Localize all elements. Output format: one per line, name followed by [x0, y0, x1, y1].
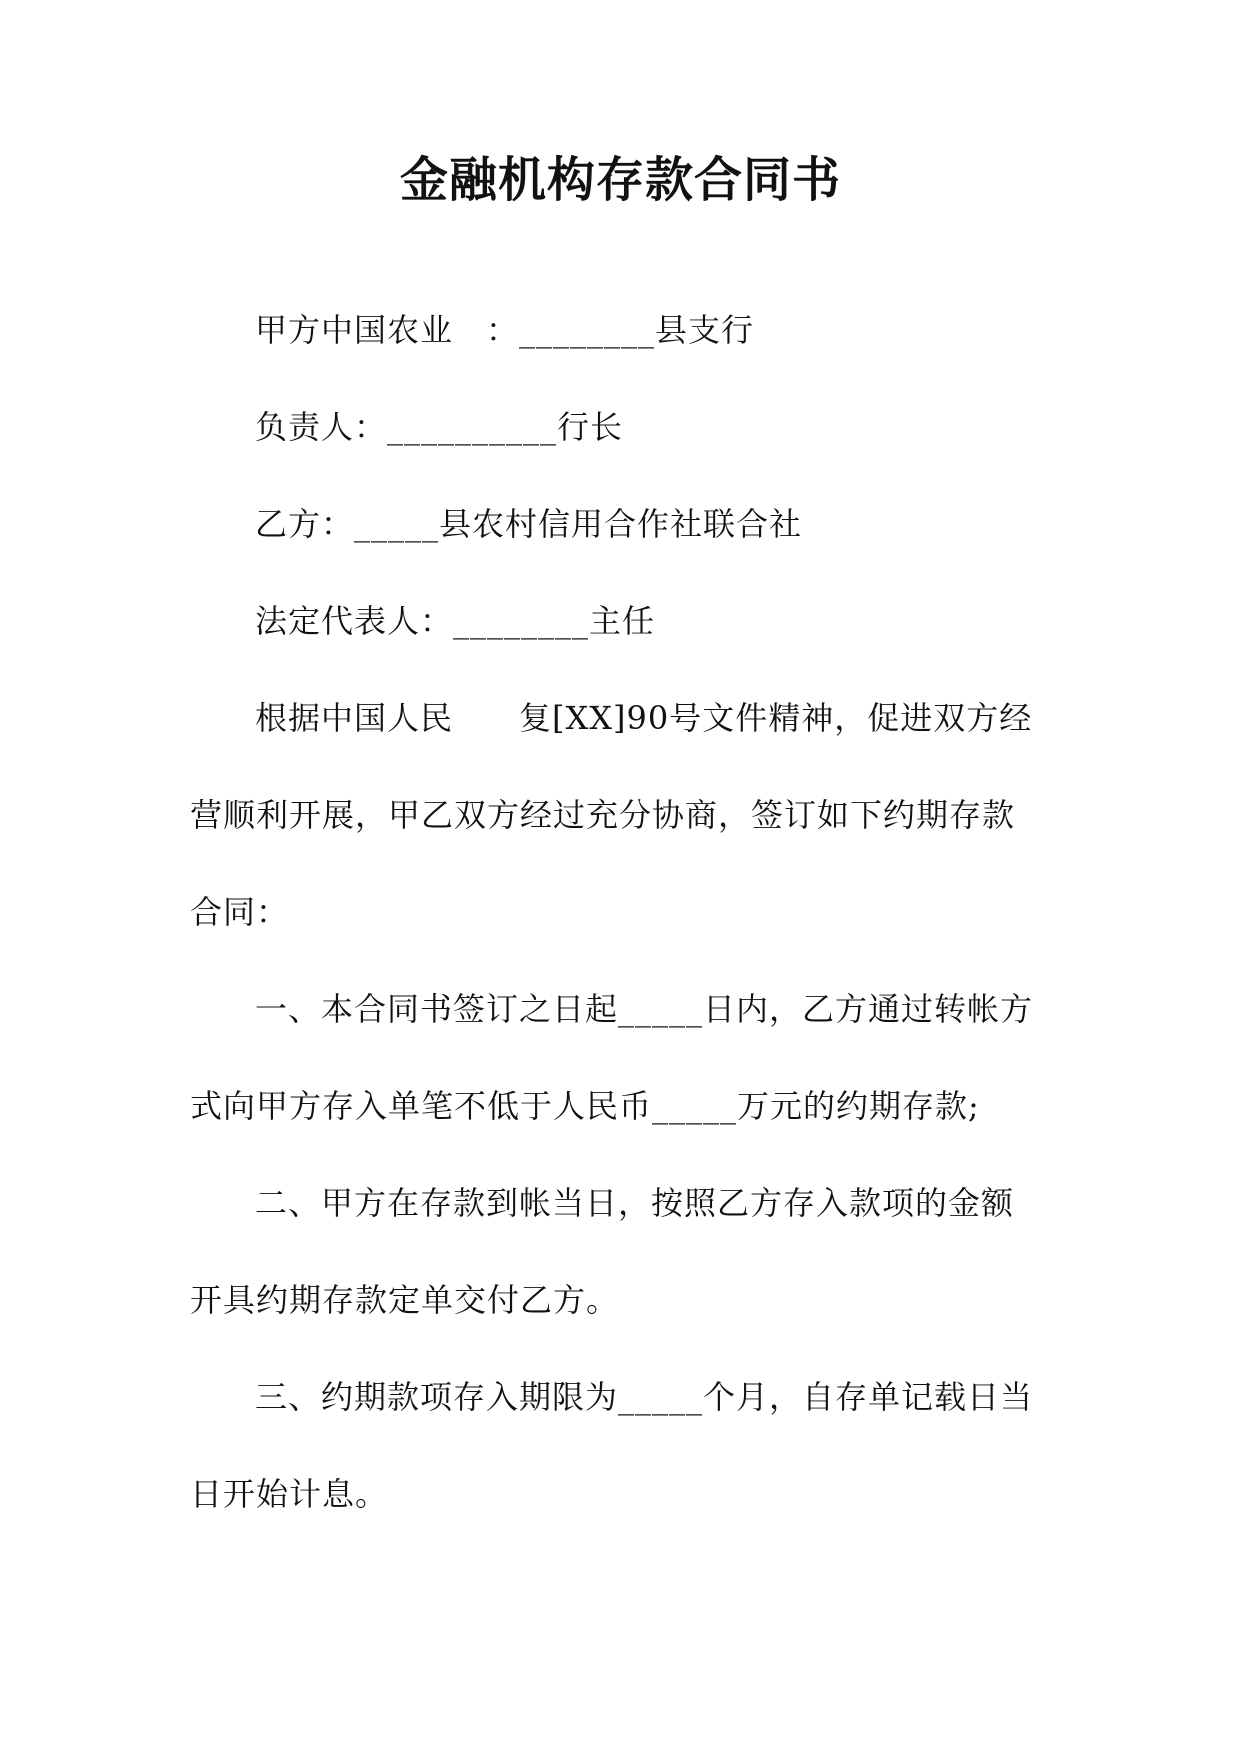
party-b-line: 乙方：_____县农村信用合作社联合社	[255, 505, 803, 543]
clause-2-line-1: 二、甲方在存款到帐当日，按照乙方存入款项的金额	[255, 1184, 1015, 1222]
clause-1-line-1: 一、本合同书签订之日起_____日内，乙方通过转帐方	[255, 990, 1034, 1028]
legal-representative-line: 法定代表人：________主任	[255, 602, 656, 640]
clause-2-line-2: 开具约期存款定单交付乙方。	[190, 1281, 620, 1319]
preamble-line-3: 合同：	[190, 893, 290, 931]
clause-1-line-2: 式向甲方存入单笔不低于人民币_____万元的约期存款;	[190, 1087, 980, 1125]
clause-3-line-1: 三、约期款项存入期限为_____个月，自存单记载日当	[255, 1378, 1034, 1416]
party-a-line: 甲方中国农业 ：________县支行	[255, 311, 755, 349]
preamble-line-1: 根据中国人民 复[XX]90号文件精神，促进双方经	[255, 699, 1033, 737]
document-title: 金融机构存款合同书	[399, 152, 841, 208]
responsible-person-line: 负责人：__________行长	[255, 408, 624, 446]
preamble-line-2: 营顺利开展，甲乙双方经过充分协商，签订如下约期存款	[190, 796, 1016, 834]
clause-3-line-2: 日开始计息。	[190, 1475, 389, 1513]
